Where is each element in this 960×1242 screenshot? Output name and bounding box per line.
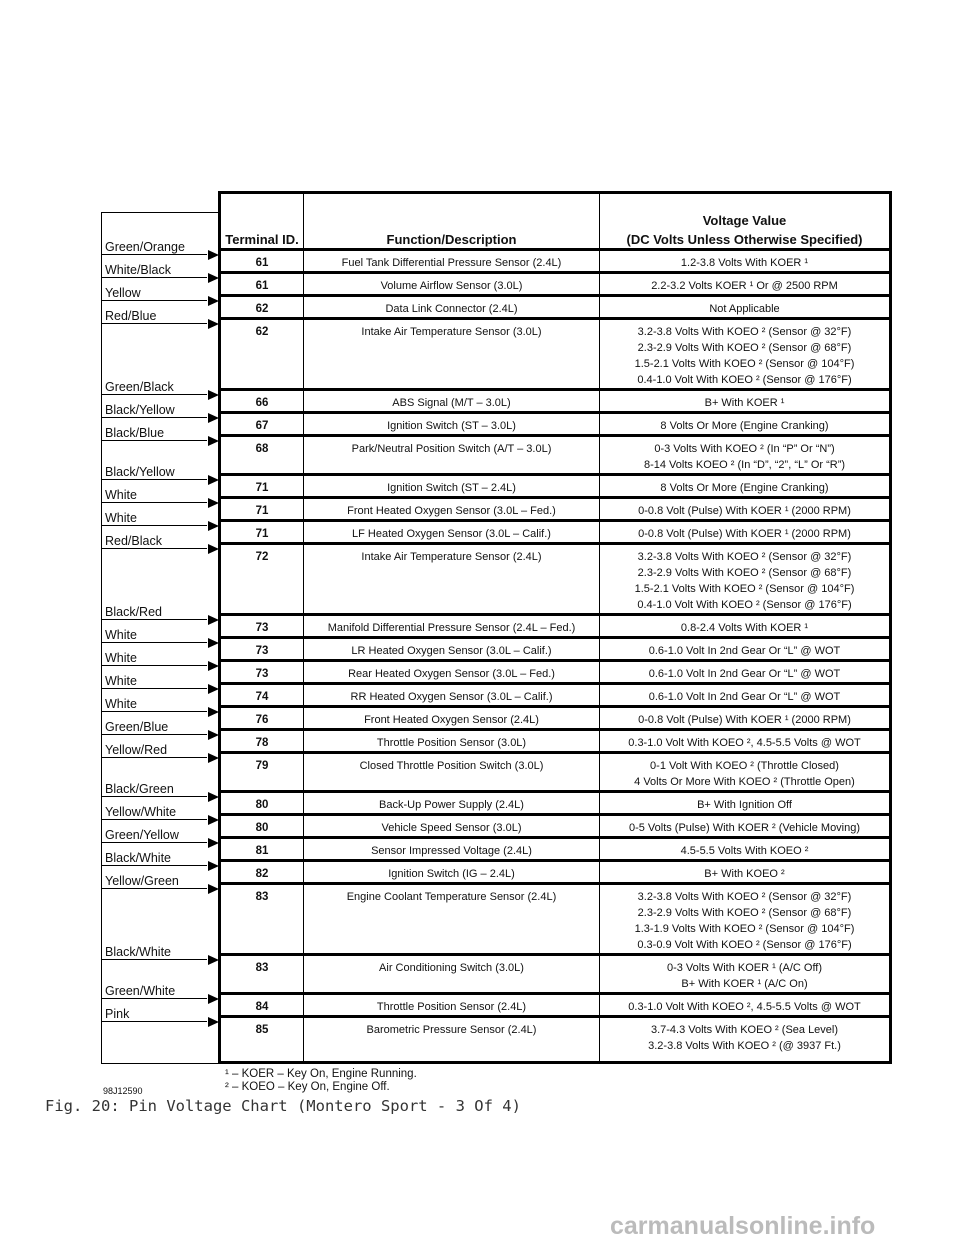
wire-line xyxy=(102,440,207,441)
voltage-line: 4.5-5.5 Volts With KOEO ² xyxy=(680,845,809,857)
wire-color-label xyxy=(102,598,219,620)
wire-line xyxy=(102,998,207,999)
wire-line xyxy=(102,525,207,526)
terminal-id: 73 xyxy=(255,645,269,657)
row-divider xyxy=(221,859,889,862)
wire-color-text: Yellow/Green xyxy=(105,874,179,888)
voltage-line: 3.7-4.3 Volts With KOEO ² (Sea Level) xyxy=(650,1024,839,1036)
row-divider xyxy=(221,659,889,662)
wire-color-label xyxy=(102,373,219,395)
voltage-line: 2.3-2.9 Volts With KOEO ² (Sensor @ 68°F) xyxy=(637,907,852,919)
function-description: Throttle Position Sensor (3.0L) xyxy=(376,737,527,749)
voltage-line: 0.3-1.0 Volt With KOEO ², 4.5-5.5 Volts @ WOT xyxy=(628,1001,861,1013)
voltage-value xyxy=(600,418,889,434)
figure-caption: Fig. 20: Pin Voltage Chart (Montero Sport - 3 Of 4) xyxy=(45,1097,521,1115)
terminal-id: 78 xyxy=(255,737,269,749)
wire-color-text: Black/Green xyxy=(105,782,174,796)
function-description: Air Conditioning Switch (3.0L) xyxy=(379,962,524,974)
voltage-line: 0-5 Volts (Pulse) With KOER ² (Vehicle Moving) xyxy=(628,822,861,834)
function-description: Front Heated Oxygen Sensor (2.4L) xyxy=(364,714,539,726)
voltage-line: 0-3 Volts With KOEO ² (In “P” Or “N”) xyxy=(654,443,835,455)
voltage-value xyxy=(600,866,889,882)
voltage-line: 0.8-2.4 Volts With KOER ¹ xyxy=(680,622,809,634)
wire-line xyxy=(102,757,207,758)
terminal-id: 62 xyxy=(255,303,269,315)
footnote-koeo: ² – KOEO – Key On, Engine Off. xyxy=(225,1081,390,1093)
terminal-id: 74 xyxy=(255,691,269,703)
voltage-line: 2.3-2.9 Volts With KOEO ² (Sensor @ 68°F) xyxy=(637,567,852,579)
terminal-id: 76 xyxy=(255,714,269,726)
wire-color-column xyxy=(101,212,218,1064)
wire-color-text: White xyxy=(105,697,137,711)
wire-color-label xyxy=(102,1000,219,1022)
voltage-line: 3.2-3.8 Volts With KOEO ² (Sensor @ 32°F) xyxy=(637,891,852,903)
voltage-value xyxy=(600,843,889,859)
row-divider xyxy=(221,751,889,754)
wire-line xyxy=(102,842,207,843)
wire-line xyxy=(102,688,207,689)
wire-color-label xyxy=(102,481,219,503)
terminal-id: 71 xyxy=(255,528,269,540)
function-description: Sensor Impressed Voltage (2.4L) xyxy=(371,845,532,857)
wire-color-text: Green/Orange xyxy=(105,240,185,254)
voltage-line: 2.3-2.9 Volts With KOEO ² (Sensor @ 68°F) xyxy=(637,342,852,354)
voltage-line: 0.4-1.0 Volt With KOEO ² (Sensor @ 176°F) xyxy=(637,599,852,611)
wire-line xyxy=(102,417,207,418)
voltage-line: 3.2-3.8 Volts With KOEO ² (Sensor @ 32°F) xyxy=(637,326,852,338)
watermark: carmanualsonline.info xyxy=(610,1212,876,1240)
terminal-id: 62 xyxy=(255,326,269,338)
voltage-value xyxy=(600,735,889,751)
wire-color-label xyxy=(102,713,219,735)
wire-line xyxy=(102,479,207,480)
header-voltage: Voltage Value (DC Volts Unless Otherwise Specified) xyxy=(626,213,863,247)
voltage-line: 0-0.8 Volt (Pulse) With KOER ¹ (2000 RPM) xyxy=(638,714,851,726)
voltage-value xyxy=(600,820,889,836)
voltage-line: 0.6-1.0 Volt In 2nd Gear Or “L” @ WOT xyxy=(648,691,841,703)
terminal-id: 66 xyxy=(255,397,269,409)
function-description: Front Heated Oxygen Sensor (3.0L – Fed.) xyxy=(347,505,556,517)
voltage-line: 8-14 Volts KOEO ² (In “D”, “2”, “L” Or “R”) xyxy=(643,459,846,471)
wire-color-label xyxy=(102,644,219,666)
voltage-value xyxy=(600,797,889,813)
wire-color-label xyxy=(102,621,219,643)
terminal-id: 80 xyxy=(255,799,269,811)
function-description: Intake Air Temperature Sensor (2.4L) xyxy=(361,551,542,563)
wire-color-text: Green/Blue xyxy=(105,720,169,734)
voltage-line: 0-3 Volts With KOER ¹ (A/C Off) xyxy=(666,962,823,974)
wire-line xyxy=(102,619,207,620)
voltage-value xyxy=(600,689,889,705)
terminal-id: 80 xyxy=(255,822,269,834)
wire-color-text: Green/Yellow xyxy=(105,828,179,842)
wire-line xyxy=(102,734,207,735)
voltage-line: B+ With Ignition Off xyxy=(697,799,792,811)
wire-color-label xyxy=(102,279,219,301)
wire-color-text: Black/Red xyxy=(105,605,162,619)
row-divider xyxy=(221,496,889,499)
wire-color-text: Yellow xyxy=(105,286,141,300)
voltage-line: B+ With KOER ¹ xyxy=(704,397,785,409)
terminal-id: 83 xyxy=(255,962,269,974)
function-description: Park/Neutral Position Switch (A/T – 3.0L) xyxy=(351,443,552,455)
function-description: Ignition Switch (ST – 2.4L) xyxy=(387,482,516,494)
wire-color-label xyxy=(102,798,219,820)
wire-color-label xyxy=(102,504,219,526)
function-description: Barometric Pressure Sensor (2.4L) xyxy=(366,1024,537,1036)
wire-color-label xyxy=(102,667,219,689)
voltage-value xyxy=(600,278,889,294)
wire-color-text: Green/Black xyxy=(105,380,174,394)
voltage-line: 4 Volts Or More With KOEO ² (Throttle Open) xyxy=(634,776,855,788)
wire-line xyxy=(102,711,207,712)
wire-line xyxy=(102,300,207,301)
wire-color-label xyxy=(102,938,219,960)
voltage-line: Not Applicable xyxy=(709,303,780,315)
wire-line xyxy=(102,323,207,324)
wire-color-text: Yellow/White xyxy=(105,805,177,819)
voltage-line: B+ With KOER ¹ (A/C On) xyxy=(681,978,808,990)
row-divider xyxy=(221,388,889,391)
voltage-value xyxy=(600,643,889,659)
row-divider xyxy=(221,882,889,885)
terminal-id: 79 xyxy=(255,760,269,772)
row-divider xyxy=(221,1015,889,1018)
voltage-line: 8 Volts Or More (Engine Cranking) xyxy=(660,482,829,494)
wire-color-text: Black/Yellow xyxy=(105,403,175,417)
function-description: Ignition Switch (ST – 3.0L) xyxy=(387,420,516,432)
terminal-id: 61 xyxy=(255,280,269,292)
function-description: Back-Up Power Supply (2.4L) xyxy=(379,799,524,811)
voltage-value xyxy=(600,549,889,613)
wire-color-label xyxy=(102,821,219,843)
wire-color-label xyxy=(102,977,219,999)
voltage-value xyxy=(600,620,889,636)
wire-line xyxy=(102,959,207,960)
terminal-id: 61 xyxy=(255,257,269,269)
voltage-value xyxy=(600,666,889,682)
terminal-id: 81 xyxy=(255,845,269,857)
function-description: RR Heated Oxygen Sensor (3.0L – Calif.) xyxy=(350,691,553,703)
wire-color-text: White xyxy=(105,488,137,502)
row-divider xyxy=(221,411,889,414)
function-description: Data Link Connector (2.4L) xyxy=(385,303,518,315)
terminal-id: 84 xyxy=(255,1001,269,1013)
footnote-koer: ¹ – KOER – Key On, Engine Running. xyxy=(225,1068,417,1080)
wire-color-text: White xyxy=(105,628,137,642)
wire-color-label xyxy=(102,736,219,758)
row-divider xyxy=(221,705,889,708)
row-divider xyxy=(221,613,889,616)
row-divider xyxy=(221,728,889,731)
row-divider xyxy=(221,953,889,956)
row-divider xyxy=(221,813,889,816)
function-description: ABS Signal (M/T – 3.0L) xyxy=(392,397,511,409)
terminal-id: 73 xyxy=(255,622,269,634)
wire-color-text: White/Black xyxy=(105,263,171,277)
wire-color-text: White xyxy=(105,511,137,525)
function-description: Ignition Switch (IG – 2.4L) xyxy=(388,868,515,880)
wire-line xyxy=(102,394,207,395)
row-divider xyxy=(221,682,889,685)
function-description: LF Heated Oxygen Sensor (3.0L – Calif.) xyxy=(352,528,551,540)
row-divider xyxy=(221,992,889,995)
voltage-value xyxy=(600,301,889,317)
wire-color-label xyxy=(102,867,219,889)
wire-color-text: Pink xyxy=(105,1007,130,1021)
voltage-line: 1.5-2.1 Volts With KOEO ² (Sensor @ 104°F) xyxy=(634,358,855,370)
wire-color-label xyxy=(102,458,219,480)
wire-color-label xyxy=(102,396,219,418)
terminal-id: 73 xyxy=(255,668,269,680)
voltage-line: 1.3-1.9 Volts With KOEO ² (Sensor @ 104°F) xyxy=(634,923,855,935)
wire-color-text: Yellow/Red xyxy=(105,743,168,757)
terminal-id: 72 xyxy=(255,551,269,563)
wire-line xyxy=(102,254,207,255)
voltage-value xyxy=(600,960,889,992)
wire-color-text: Black/Blue xyxy=(105,426,165,440)
wire-color-text: Black/White xyxy=(105,945,171,959)
wire-line xyxy=(102,888,207,889)
terminal-id: 71 xyxy=(255,482,269,494)
function-description: Throttle Position Sensor (2.4L) xyxy=(376,1001,527,1013)
function-description: Vehicle Speed Sensor (3.0L) xyxy=(381,822,522,834)
voltage-value xyxy=(600,441,889,473)
voltage-line: 0-0.8 Volt (Pulse) With KOER ¹ (2000 RPM) xyxy=(638,528,851,540)
voltage-line: 2.2-3.2 Volts KOER ¹ Or @ 2500 RPM xyxy=(651,280,838,292)
voltage-value xyxy=(600,1022,889,1054)
wire-line xyxy=(102,1021,207,1022)
wire-color-label xyxy=(102,233,219,255)
voltage-value xyxy=(600,395,889,411)
voltage-line: 8 Volts Or More (Engine Cranking) xyxy=(660,420,829,432)
wire-color-label xyxy=(102,302,219,324)
voltage-line: 0.6-1.0 Volt In 2nd Gear Or “L” @ WOT xyxy=(648,645,841,657)
voltage-value xyxy=(600,712,889,728)
function-description: Closed Throttle Position Switch (3.0L) xyxy=(359,760,544,772)
function-description: LR Heated Oxygen Sensor (3.0L – Calif.) xyxy=(351,645,552,657)
wire-color-label xyxy=(102,690,219,712)
voltage-line: 3.2-3.8 Volts With KOEO ² (@ 3937 Ft.) xyxy=(648,1040,841,1052)
wire-color-label xyxy=(102,844,219,866)
voltage-value xyxy=(600,503,889,519)
voltage-line: 0.4-1.0 Volt With KOEO ² (Sensor @ 176°F) xyxy=(637,374,852,386)
wire-line xyxy=(102,665,207,666)
row-divider xyxy=(221,271,889,274)
wire-line xyxy=(102,502,207,503)
header-function: Function/Description xyxy=(386,232,517,247)
voltage-value xyxy=(600,324,889,388)
wire-color-text: White xyxy=(105,674,137,688)
row-divider xyxy=(221,473,889,476)
terminal-id: 68 xyxy=(255,443,269,455)
voltage-line: 0.3-1.0 Volt With KOEO ², 4.5-5.5 Volts @ WOT xyxy=(628,737,861,749)
wire-color-text: Red/Black xyxy=(105,534,162,548)
row-divider xyxy=(221,519,889,522)
wire-color-text: Black/White xyxy=(105,851,171,865)
terminal-id: 83 xyxy=(255,891,269,903)
voltage-line: 0-0.8 Volt (Pulse) With KOER ¹ (2000 RPM) xyxy=(638,505,851,517)
terminal-id: 82 xyxy=(255,868,269,880)
voltage-line: 1.5-2.1 Volts With KOEO ² (Sensor @ 104°F) xyxy=(634,583,855,595)
function-description: Fuel Tank Differential Pressure Sensor (2.4L) xyxy=(341,257,562,269)
row-divider xyxy=(221,248,889,251)
terminal-id: 85 xyxy=(255,1024,269,1036)
wire-color-text: Green/White xyxy=(105,984,176,998)
wire-color-label xyxy=(102,256,219,278)
pin-voltage-table xyxy=(218,191,892,1064)
voltage-line: 1.2-3.8 Volts With KOER ¹ xyxy=(680,257,809,269)
row-divider xyxy=(221,317,889,320)
wire-color-label xyxy=(102,419,219,441)
voltage-value xyxy=(600,480,889,496)
wire-line xyxy=(102,548,207,549)
function-description: Engine Coolant Temperature Sensor (2.4L) xyxy=(346,891,557,903)
wire-line xyxy=(102,796,207,797)
function-description: Volume Airflow Sensor (3.0L) xyxy=(380,280,523,292)
row-divider xyxy=(221,790,889,793)
row-divider xyxy=(221,636,889,639)
function-description: Intake Air Temperature Sensor (3.0L) xyxy=(361,326,542,338)
wire-color-label xyxy=(102,775,219,797)
function-description: Manifold Differential Pressure Sensor (2.4L – Fed.) xyxy=(327,622,576,634)
row-divider xyxy=(221,294,889,297)
wire-line xyxy=(102,642,207,643)
figure-id: 98J12590 xyxy=(103,1086,143,1096)
voltage-value xyxy=(600,999,889,1015)
terminal-id: 67 xyxy=(255,420,269,432)
voltage-line: 0.6-1.0 Volt In 2nd Gear Or “L” @ WOT xyxy=(648,668,841,680)
wire-color-text: Black/Yellow xyxy=(105,465,175,479)
header-terminal: Terminal ID. xyxy=(225,232,299,247)
wire-color-label xyxy=(102,527,219,549)
voltage-value xyxy=(600,255,889,271)
function-description: Rear Heated Oxygen Sensor (3.0L – Fed.) xyxy=(348,668,555,680)
terminal-id: 71 xyxy=(255,505,269,517)
wire-line xyxy=(102,865,207,866)
row-divider xyxy=(221,434,889,437)
voltage-line: B+ With KOEO ² xyxy=(704,868,785,880)
wire-color-text: Red/Blue xyxy=(105,309,157,323)
row-divider xyxy=(221,836,889,839)
voltage-line: 3.2-3.8 Volts With KOEO ² (Sensor @ 32°F) xyxy=(637,551,852,563)
row-divider xyxy=(221,542,889,545)
wire-color-text: White xyxy=(105,651,137,665)
footnotes xyxy=(225,1068,417,1094)
voltage-value xyxy=(600,889,889,953)
voltage-value xyxy=(600,758,889,790)
voltage-line: 0-1 Volt With KOEO ² (Throttle Closed) xyxy=(650,760,839,772)
voltage-line: 0.3-0.9 Volt With KOEO ² (Sensor @ 176°F) xyxy=(637,939,852,951)
wire-line xyxy=(102,277,207,278)
voltage-value xyxy=(600,526,889,542)
wire-line xyxy=(102,819,207,820)
